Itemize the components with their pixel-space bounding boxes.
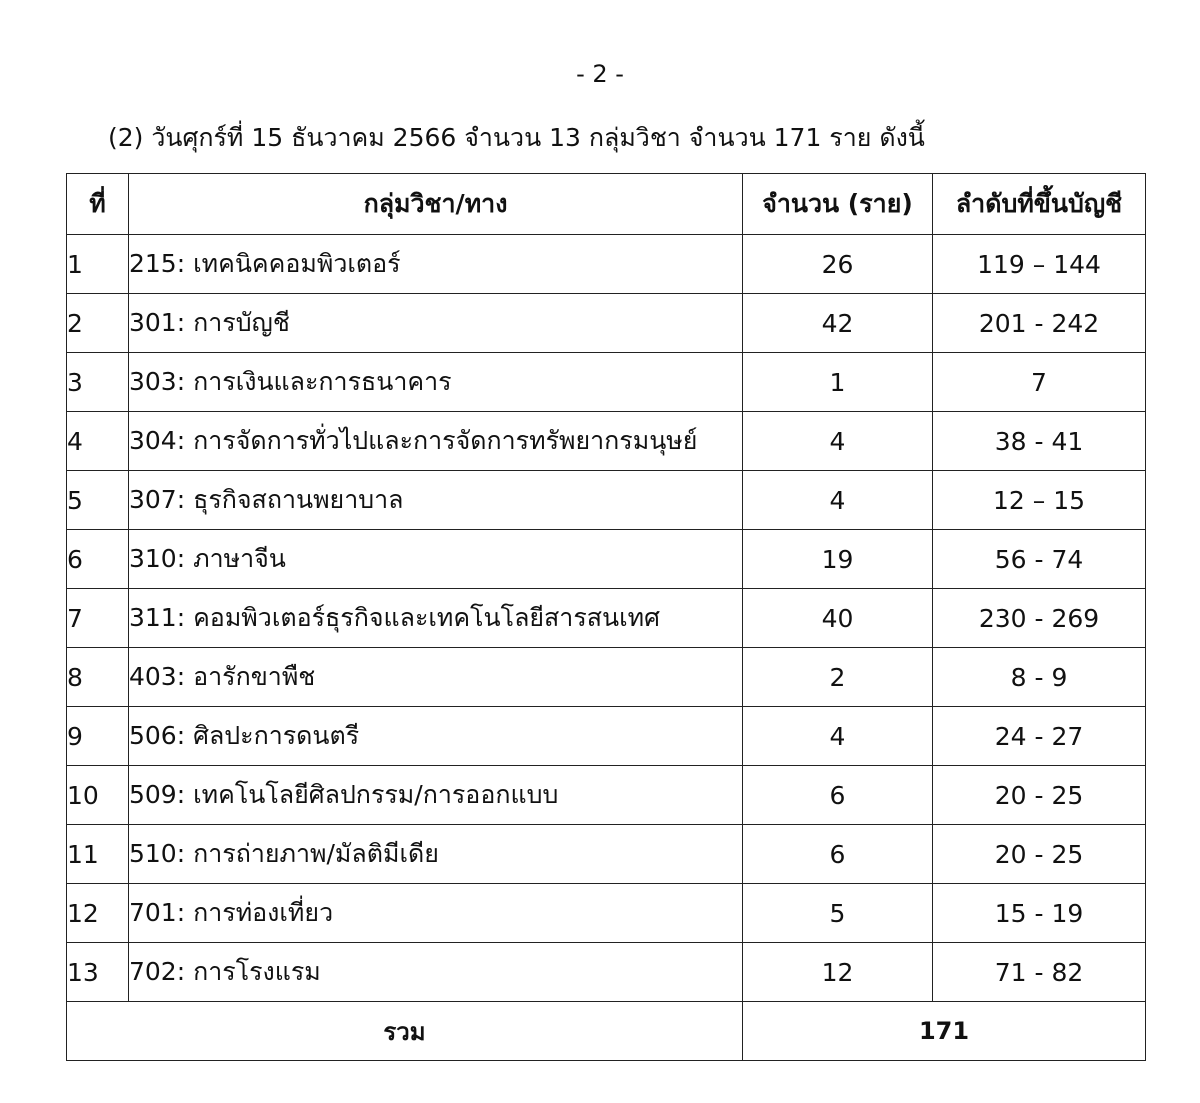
row-count: 5 <box>743 884 933 943</box>
row-subject: 701: การท่องเที่ยว <box>129 884 743 943</box>
row-number: 4 <box>67 412 129 471</box>
table-row <box>67 943 1146 1002</box>
row-subject: 403: อารักขาพืช <box>129 648 743 707</box>
table-row <box>67 589 1146 648</box>
row-rank: 201 - 242 <box>933 294 1146 353</box>
row-number: 8 <box>67 648 129 707</box>
row-count: 2 <box>743 648 933 707</box>
table-row <box>67 412 1146 471</box>
total-label: รวม <box>67 1002 743 1061</box>
row-count: 4 <box>743 707 933 766</box>
row-subject: 510: การถ่ายภาพ/มัลติมีเดีย <box>129 825 743 884</box>
row-number: 9 <box>67 707 129 766</box>
row-count: 12 <box>743 943 933 1002</box>
row-subject: 303: การเงินและการธนาคาร <box>129 353 743 412</box>
table-row <box>67 471 1146 530</box>
header-rank: ลำดับที่ขึ้นบัญชี <box>933 174 1146 235</box>
row-count: 26 <box>743 235 933 294</box>
row-number: 5 <box>67 471 129 530</box>
table-row <box>67 884 1146 943</box>
table-row <box>67 235 1146 294</box>
row-subject: 702: การโรงแรม <box>129 943 743 1002</box>
row-subject: 301: การบัญชี <box>129 294 743 353</box>
row-count: 6 <box>743 766 933 825</box>
row-rank: 230 - 269 <box>933 589 1146 648</box>
header-subject: กลุ่มวิชา/ทาง <box>129 174 743 235</box>
subject-group-table <box>66 173 1146 1061</box>
table-row <box>67 825 1146 884</box>
row-subject: 311: คอมพิวเตอร์ธุรกิจและเทคโนโลยีสารสนเทศ <box>129 589 743 648</box>
row-number: 3 <box>67 353 129 412</box>
row-number: 12 <box>67 884 129 943</box>
row-rank: 15 - 19 <box>933 884 1146 943</box>
row-rank: 56 - 74 <box>933 530 1146 589</box>
row-rank: 119 – 144 <box>933 235 1146 294</box>
row-count: 1 <box>743 353 933 412</box>
row-rank: 7 <box>933 353 1146 412</box>
table-row <box>67 294 1146 353</box>
table-row <box>67 707 1146 766</box>
row-subject: 304: การจัดการทั่วไปและการจัดการทรัพยากรมนุษย์ <box>129 412 743 471</box>
row-subject: 307: ธุรกิจสถานพยาบาล <box>129 471 743 530</box>
header-no: ที่ <box>67 174 129 235</box>
row-number: 7 <box>67 589 129 648</box>
row-rank: 38 - 41 <box>933 412 1146 471</box>
row-number: 10 <box>67 766 129 825</box>
table-row <box>67 766 1146 825</box>
page-number: - 2 - <box>576 60 624 88</box>
row-subject: 215: เทคนิคคอมพิวเตอร์ <box>129 235 743 294</box>
row-count: 6 <box>743 825 933 884</box>
intro-line: (2) วันศุกร์ที่ 15 ธันวาคม 2566 จำนวน 13 กลุ่มวิชา จำนวน 171 ราย ดังนี้ <box>108 123 925 152</box>
row-rank: 20 - 25 <box>933 766 1146 825</box>
row-number: 6 <box>67 530 129 589</box>
row-count: 4 <box>743 471 933 530</box>
row-count: 19 <box>743 530 933 589</box>
row-rank: 12 – 15 <box>933 471 1146 530</box>
row-subject: 506: ศิลปะการดนตรี <box>129 707 743 766</box>
row-rank: 8 - 9 <box>933 648 1146 707</box>
row-number: 1 <box>67 235 129 294</box>
row-count: 42 <box>743 294 933 353</box>
row-count: 40 <box>743 589 933 648</box>
row-subject: 509: เทคโนโลยีศิลปกรรม/การออกแบบ <box>129 766 743 825</box>
total-value: 171 <box>743 1002 1146 1061</box>
table-row <box>67 530 1146 589</box>
row-number: 11 <box>67 825 129 884</box>
row-rank: 20 - 25 <box>933 825 1146 884</box>
table-row <box>67 353 1146 412</box>
header-count: จำนวน (ราย) <box>743 174 933 235</box>
total-row <box>67 1002 1146 1061</box>
row-count: 4 <box>743 412 933 471</box>
row-number: 2 <box>67 294 129 353</box>
row-number: 13 <box>67 943 129 1002</box>
table-header-row <box>67 174 1146 235</box>
table-row <box>67 648 1146 707</box>
row-subject: 310: ภาษาจีน <box>129 530 743 589</box>
row-rank: 71 - 82 <box>933 943 1146 1002</box>
row-rank: 24 - 27 <box>933 707 1146 766</box>
